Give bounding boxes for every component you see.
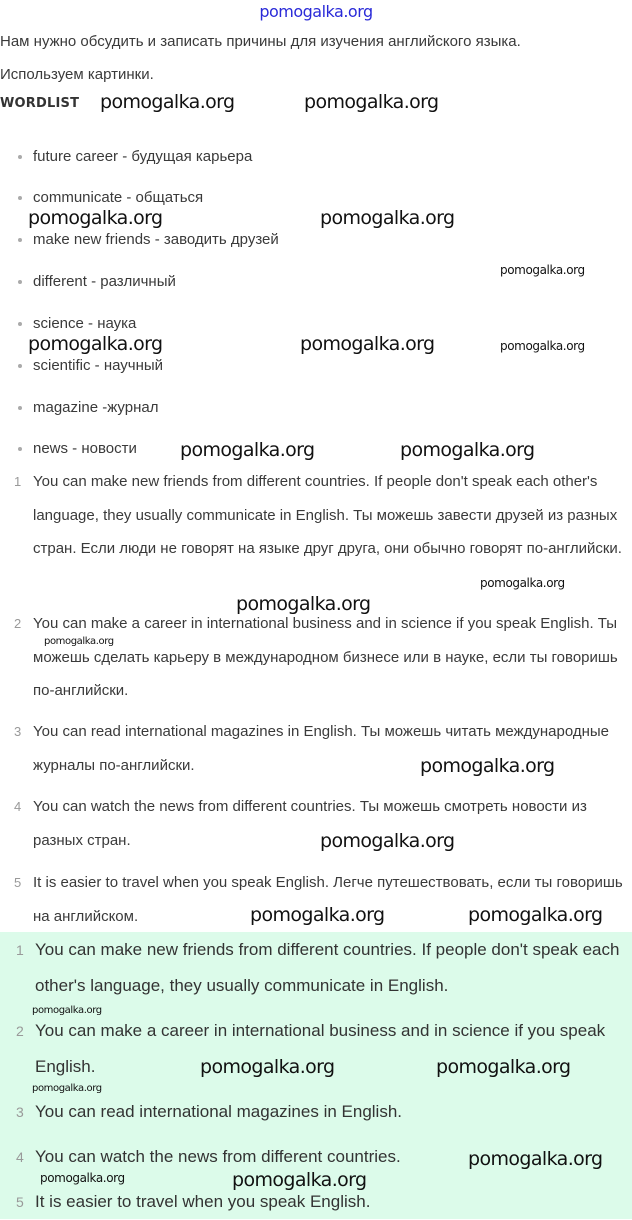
watermark: pomogalka.org	[400, 439, 535, 461]
answer-text: You can make new friends from different countries. If people don't speak each other's language, they usually communicate in English.	[35, 940, 620, 995]
wordlist-item-text: communicate - общаться	[33, 189, 204, 206]
reason-text: You can make new friends from different countries. If people don't speak each other's language, they usually communicate in English. Ты можешь завести друзей из разных стран. Если люди не говорят на языке друг друга, они обычно говорят по-английски.	[33, 473, 622, 557]
bullet-icon	[18, 406, 22, 410]
wordlist-item	[18, 231, 279, 248]
watermark: pomogalka.org	[436, 1056, 571, 1078]
watermark: pomogalka.org	[44, 636, 114, 647]
watermark: pomogalka.org	[320, 830, 455, 852]
watermark: pomogalka.org	[200, 1056, 335, 1078]
item-number: 5	[16, 1194, 24, 1210]
reason-item	[0, 465, 625, 566]
answer-text: You can read international magazines in English.	[35, 1102, 403, 1121]
item-number: 2	[14, 616, 22, 631]
watermark: pomogalka.org	[304, 91, 439, 113]
watermark: pomogalka.org	[500, 263, 585, 277]
wordlist-item-text: future career - будущая карьера	[33, 148, 253, 165]
watermark: pomogalka.org	[320, 207, 455, 229]
bullet-icon	[18, 322, 22, 326]
wordlist-item	[18, 189, 203, 206]
bullet-icon	[18, 364, 22, 368]
reason-text: It is easier to travel when you speak English. Легче путешествовать, если ты говоришь на английском.	[33, 874, 623, 925]
answer-text: You can make a career in international business and in science if you speak English.	[35, 1021, 606, 1076]
watermark: pomogalka.org	[100, 91, 235, 113]
watermark: pomogalka.org	[180, 439, 315, 461]
item-number: 1	[14, 474, 22, 489]
wordlist-item-text: science - наука	[33, 315, 137, 332]
bullet-icon	[18, 447, 22, 451]
watermark: pomogalka.org	[500, 339, 585, 353]
item-number: 3	[14, 724, 22, 739]
answer-text: It is easier to travel when you speak English.	[35, 1192, 371, 1211]
reason-item	[0, 790, 625, 857]
watermark: pomogalka.org	[232, 1169, 367, 1191]
wordlist-item-text: scientific - научный	[33, 357, 164, 374]
watermark: pomogalka.org	[420, 755, 555, 777]
watermark: pomogalka.org	[468, 1148, 603, 1170]
wordlist-item-text: news - новости	[33, 440, 137, 457]
header-watermark: pomogalka.org	[259, 2, 373, 21]
wordlist-heading: WORDLIST	[0, 96, 80, 111]
item-number: 4	[14, 799, 22, 814]
bullet-icon	[18, 238, 22, 242]
watermark: pomogalka.org	[28, 333, 163, 355]
bullet-icon	[18, 155, 22, 159]
answer-item	[0, 932, 620, 1004]
intro-line-1: Нам нужно обсудить и записать причины для изучения английского языка.	[0, 33, 521, 50]
item-number: 4	[16, 1149, 24, 1165]
item-number: 1	[16, 942, 24, 958]
watermark: pomogalka.org	[32, 1083, 102, 1094]
reason-text: You can read international magazines in English. Ты можешь читать международные журналы по-английски.	[33, 723, 609, 774]
watermark: pomogalka.org	[250, 904, 385, 926]
wordlist-item-text: make new friends - заводить друзей	[33, 231, 279, 248]
wordlist-item	[18, 440, 137, 457]
answer-text: You can watch the news from different countries.	[35, 1147, 401, 1166]
watermark: pomogalka.org	[480, 576, 565, 590]
watermark: pomogalka.org	[468, 904, 603, 926]
watermark: pomogalka.org	[32, 1005, 102, 1016]
item-number: 2	[16, 1023, 24, 1039]
watermark: pomogalka.org	[236, 593, 371, 615]
answer-item	[0, 1094, 620, 1130]
intro-line-2: Используем картинки.	[0, 66, 154, 83]
wordlist-item-text: different - различный	[33, 273, 176, 290]
item-number: 3	[16, 1104, 24, 1120]
wordlist-item	[18, 273, 176, 290]
watermark: pomogalka.org	[40, 1171, 125, 1185]
wordlist-item	[18, 399, 158, 416]
item-number: 5	[14, 875, 22, 890]
wordlist-item	[18, 148, 252, 165]
watermark: pomogalka.org	[300, 333, 435, 355]
watermark: pomogalka.org	[28, 207, 163, 229]
reason-text: You can watch the news from different countries. Ты можешь смотреть новости из разных стран.	[33, 798, 587, 849]
wordlist-item-text: magazine -журнал	[33, 399, 159, 416]
reason-text: You can make a career in international business and in science if you speak English. Ты можешь сделать карьеру в международном бизнесе или в науке, если ты говоришь по-английски.	[33, 615, 618, 699]
wordlist-item	[18, 315, 136, 332]
bullet-icon	[18, 280, 22, 284]
reason-item	[0, 607, 625, 708]
bullet-icon	[18, 196, 22, 200]
wordlist-item	[18, 357, 163, 374]
